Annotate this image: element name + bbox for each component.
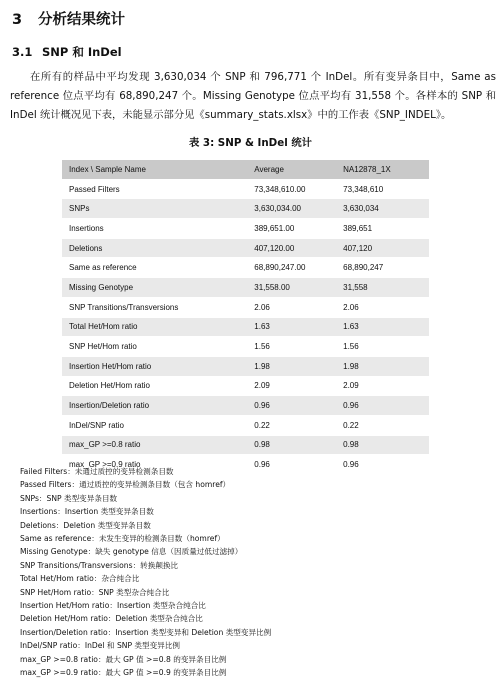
note-line: Missing Genotype：缺失 genotype 信息（因质量过低过滤掉） (20, 547, 243, 557)
table-row (62, 435, 429, 455)
row-sample-value: 2.06 (336, 297, 429, 317)
note-line: Insertion Het/Hom ratio：Insertion 类型杂合纯合比 (20, 601, 206, 611)
row-sample-value: 0.96 (336, 396, 429, 416)
subsection-number: 3.1 (12, 45, 33, 59)
row-label: Deletion Het/Hom ratio (62, 376, 247, 396)
note-line: Failed Filters：未通过质控的变异检测条目数 (20, 467, 174, 476)
row-label: Same as reference (62, 258, 247, 278)
row-sample-value: 407,120 (336, 238, 429, 258)
row-label: SNP Het/Hom ratio (62, 337, 247, 357)
row-average: 0.96 (247, 455, 336, 475)
section-title: 分析结果统计 (38, 12, 125, 28)
table-row (62, 238, 429, 258)
row-label: Insertion/Deletion ratio (62, 396, 247, 416)
row-sample-value: 73,348,610 (336, 179, 429, 199)
row-label: Insertion Het/Hom ratio (62, 356, 247, 376)
row-average: 0.98 (247, 435, 336, 455)
row-sample-value: 0.96 (336, 455, 429, 475)
table-row (62, 317, 429, 337)
row-average: 1.63 (247, 317, 336, 337)
table-row (62, 258, 429, 278)
note-line: Deletions：Deletion 类型变异条目数 (20, 520, 151, 530)
table-row (62, 278, 429, 298)
subsection-title: SNP 和 InDel (42, 45, 122, 59)
note-line: max_GP >=0.9 ratio：最大 GP 值 >=0.9 的变异条目比例 (20, 668, 227, 678)
row-sample-value: 1.98 (336, 356, 429, 376)
header-average: Average (247, 160, 336, 179)
note-line: SNPs：SNP 类型变异条目数 (20, 493, 118, 503)
row-average: 407,120.00 (247, 238, 336, 258)
row-label: Insertions (62, 219, 247, 239)
row-average: 0.96 (247, 396, 336, 416)
table-row (62, 356, 429, 376)
row-label: max_GP >=0.9 ratio (62, 455, 247, 475)
note-line: max_GP >=0.8 ratio：最大 GP 值 >=0.8 的变异条目比例 (20, 654, 227, 664)
row-label: Passed Filters (62, 179, 247, 199)
row-average: 0.22 (247, 415, 336, 435)
row-average: 1.98 (247, 356, 336, 376)
note-line: SNP Het/Hom ratio：SNP 类型杂合纯合比 (20, 587, 170, 597)
row-sample-value: 0.98 (336, 435, 429, 455)
row-average: 68,890,247.00 (247, 258, 336, 278)
stats-table (62, 160, 429, 475)
row-average: 2.09 (247, 376, 336, 396)
note-line: Total Het/Hom ratio：杂合纯合比 (20, 574, 140, 584)
row-average: 31,558.00 (247, 278, 336, 298)
note-line: Deletion Het/Hom ratio：Deletion 类型杂合纯合比 (20, 614, 203, 624)
row-sample-value: 3,630,034 (336, 199, 429, 219)
row-sample-value: 389,651 (336, 219, 429, 239)
table-row (62, 376, 429, 396)
row-sample-value: 0.22 (336, 415, 429, 435)
section-heading (12, 8, 125, 29)
note-line: SNP Transitions/Transversions：转换颠换比 (20, 560, 179, 570)
table-header-row (62, 160, 429, 179)
header-index: Index \ Sample Name (62, 160, 247, 179)
row-label: max_GP >=0.8 ratio (62, 435, 247, 455)
row-average: 2.06 (247, 297, 336, 317)
row-average: 389,651.00 (247, 219, 336, 239)
table-row (62, 297, 429, 317)
summary-paragraph: 在所有的样品中平均发现 3,630,034 个 SNP 和 796,771 个 InDel。所有变异条目中，Same as reference 位点平均有 68,890,247 个。Missing Genotype 位点平均有 31,558 个。各样本的 SNP 和 InDel 统计概况见下表，未能显示部分见《summary_stats.xlsx》中的工作表《SNP_INDEL》。 (10, 71, 496, 121)
note-line: InDel/SNP ratio：InDel 和 SNP 类型变异比例 (20, 641, 180, 651)
row-sample-value: 1.63 (336, 317, 429, 337)
row-label: SNP Transitions/Transversions (62, 297, 247, 317)
table-caption: 表 3: SNP & InDel 统计 (189, 137, 312, 149)
row-label: SNPs (62, 199, 247, 219)
row-average: 1.56 (247, 337, 336, 357)
note-line: Passed Filters：通过质控的变异检测条目数（包含 homref） (20, 480, 231, 490)
table-row (62, 179, 429, 199)
note-line: Insertions：Insertion 类型变异条目数 (20, 507, 154, 517)
header-sample: NA12878_1X (336, 160, 429, 179)
row-label: Total Het/Hom ratio (62, 317, 247, 337)
row-sample-value: 68,890,247 (336, 258, 429, 278)
note-line: Same as reference：未发生变异的检测条目数（homref） (20, 534, 225, 544)
table-row (62, 337, 429, 357)
table-row (62, 396, 429, 416)
row-label: InDel/SNP ratio (62, 415, 247, 435)
section-number: 3 (12, 12, 23, 28)
row-average: 73,348,610.00 (247, 179, 336, 199)
table-body (62, 179, 429, 474)
row-sample-value: 2.09 (336, 376, 429, 396)
subsection-heading (12, 44, 122, 60)
row-sample-value: 31,558 (336, 278, 429, 298)
row-average: 3,630,034.00 (247, 199, 336, 219)
table-row (62, 219, 429, 239)
table-row (62, 199, 429, 219)
table-row (62, 415, 429, 435)
row-sample-value: 1.56 (336, 337, 429, 357)
note-line: Insertion/Deletion ratio：Insertion 类型变异和 Deletion 类型变异比例 (20, 627, 272, 637)
notes-list (20, 465, 271, 680)
row-label: Deletions (62, 238, 247, 258)
row-label: Missing Genotype (62, 278, 247, 298)
